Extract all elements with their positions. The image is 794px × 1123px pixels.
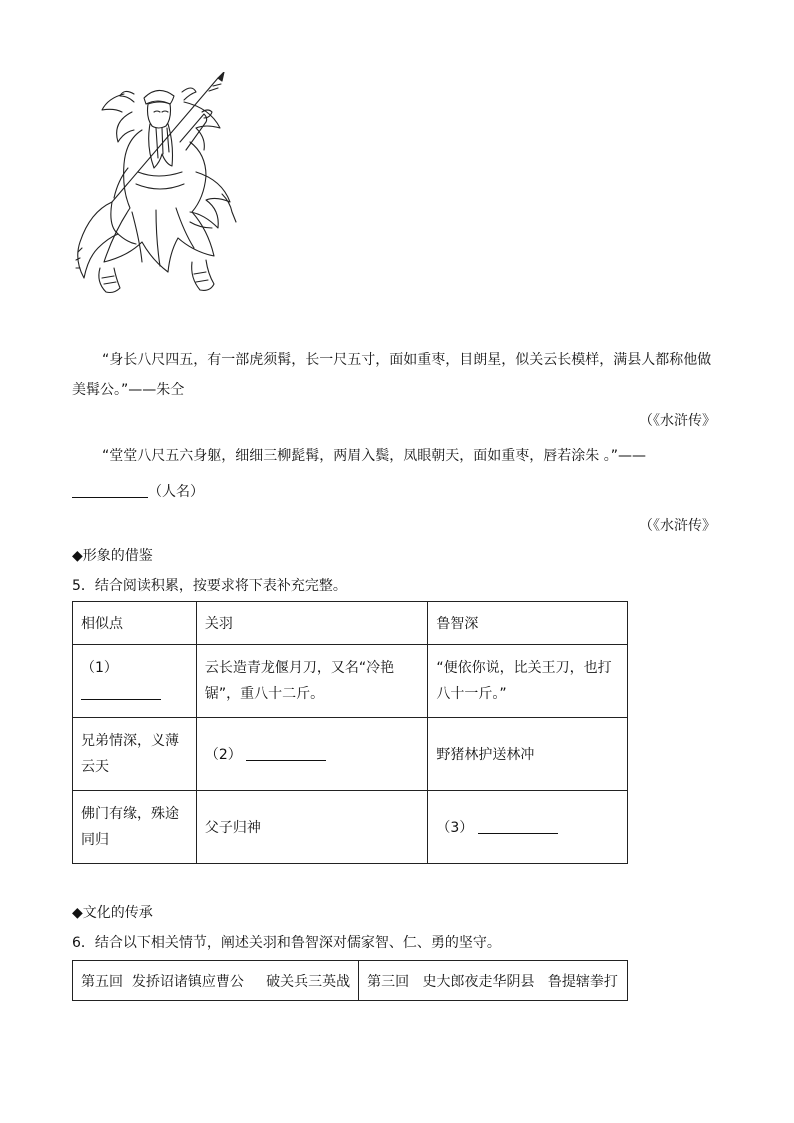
question-5: 5．结合阅读积累，按要求将下表补充完整。 [72, 578, 347, 594]
cell-text: 锯”，重八十二斤。 [204, 686, 325, 702]
quote2-suffix: （人名） [148, 484, 204, 500]
chapter-table [72, 960, 628, 1001]
table-cell-r1c1 [73, 645, 197, 718]
cell-text: 佛门有缘，殊途 [81, 806, 179, 822]
answer-blank-3[interactable] [478, 819, 558, 834]
cell-text: 云长造青龙偃月刀，又名“冷艳 [204, 660, 395, 676]
table-header-guan-yu: 关羽 [196, 602, 427, 645]
quote2-answer-line [72, 482, 204, 502]
table-header-lu-zhishen: 鲁智深 [428, 602, 628, 645]
comparison-table [72, 601, 628, 864]
section-heading-culture: ◆文化的传承 [72, 905, 153, 921]
table-cell-r2c3: 野猪林护送林冲 [428, 718, 628, 791]
blank-1-label: （1） [81, 660, 118, 676]
cell-text: 兄弟情深，义薄 [81, 733, 179, 749]
name-answer-blank[interactable] [72, 483, 148, 498]
table-header-similarity: 相似点 [73, 602, 197, 645]
cell-text: 八十一斤。” [436, 686, 507, 702]
table-cell-r1c2 [196, 645, 427, 718]
blank-2-label: （2） [204, 747, 242, 763]
question-6: 6．结合以下相关情节，阐述关羽和鲁智深对儒家智、仁、勇的坚守。 [72, 935, 501, 951]
quote1-line1: “身长八尺四五，有一部虎须髯，长一尺五寸，面如重枣，目朗星，似关云长模样，满县人都称他做 [102, 352, 712, 368]
quote1-source: （《水浒传》 [639, 413, 716, 429]
cell-text: 同归 [81, 832, 109, 848]
section-heading-image: ◆形象的借鉴 [72, 548, 153, 564]
answer-blank-2[interactable] [246, 746, 326, 761]
chapter-cell-left: 第五回 发挢诏诸镇应曹公 破关兵三英战 [73, 961, 359, 1001]
quote2-line1: “堂堂八尺五六身躯，细细三柳髭髯，两眉入鬓，凤眼朝天，面如重枣，唇若涂朱 。”—— [102, 448, 646, 464]
answer-blank-1[interactable] [81, 685, 161, 700]
table-cell-r3c1 [73, 791, 197, 864]
quote2-source: （《水浒传》 [639, 518, 716, 534]
table-cell-r2c2 [196, 718, 427, 791]
table-cell-r3c3 [428, 791, 628, 864]
table-cell-r3c2: 父子归神 [196, 791, 427, 864]
chapter-cell-right: 第三回 史大郎夜走华阴县 鲁提辖拳打 [359, 961, 628, 1001]
quote1-line2: 美髯公。”——朱仝 [72, 382, 185, 398]
guan-yu-warrior-illustration [72, 72, 250, 298]
blank-3-label: （3） [436, 820, 474, 836]
cell-text: “便依你说，比关王刀，也打 [436, 660, 612, 676]
table-cell-r2c1 [73, 718, 197, 791]
table-cell-r1c3 [428, 645, 628, 718]
cell-text: 云天 [81, 759, 109, 775]
